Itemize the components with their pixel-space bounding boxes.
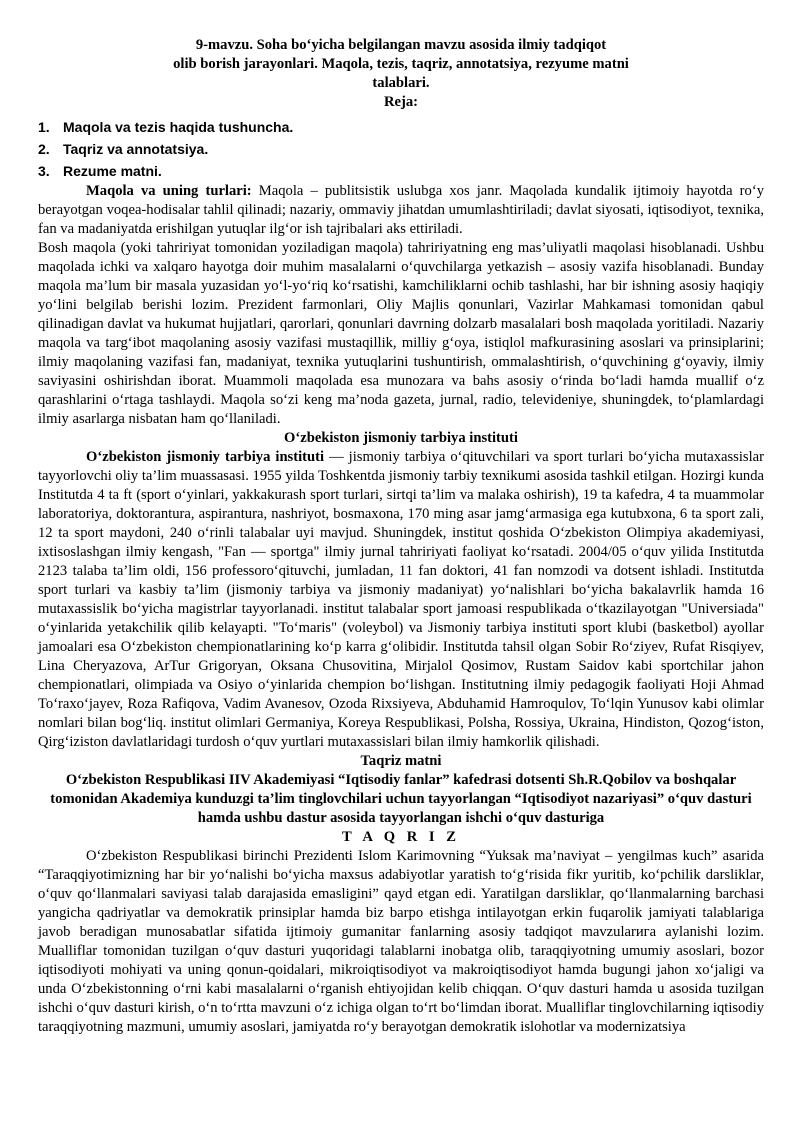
taqriz-paragraph: O‘zbekiston Respublikasi birinchi Prezidenti Islom Karimovning “Yuksak ma’naviyat – yengilmas kuch” asarida “Taraqqiyotimizning har bir yo‘nalishi bo‘yicha maxsus adabiyotlar yaratish to‘g‘risida fikr yuritib, ko‘pchilik darsliklar, o‘quv qo‘llanmalari saviyasi talab darajasida emasligini” qayd etgan edi. Yaratilgan darsliklar, qo‘llanmalarning barchasi yangicha qadriyatlar va demokratik prinsiplar hamda biz barpo etishga intilayotgan erkin fuqarolik jamiyati talablariga javob beradigan munosabatlar sifatida ijtimoiy gumanitar fanlarning asosiy tadqiqot mavzularига aylanishi lozim. Mualliflar tomonidan tuzilgan o‘quv dasturi yuqoridagi talablarni inobatga olib, taraqqiyotning umumiy asoslari, bozor iqtisodiyoti mohiyati va uning qonun-qoidalari, mikroiqtisodiyot va makroiqtisodiyot hamda bugungi jahon xo‘jaligi va unda O‘zbekistonning o‘rni kabi masalalarni o‘rganish ehtiyojidan kelib chiqqan. O‘quv dasturi hamda u asosida tuzilgan ishchi o‘quv dasturi kirish, o‘n to‘rtta mavzuni o‘z ichiga olgan to‘rt bo‘limdan iborat. Mualliflar tinglovchilarning iqtisodiy taraqqiyotning mazmuni, umumiy asoslari, jamiyatda ro‘y berayotgan demokratik islohotlar va modernizatsiya	[38, 848, 764, 1035]
plan-item-text: Maqola va tezis haqida tushuncha.	[63, 119, 294, 135]
plan-item	[38, 160, 764, 182]
plan-list	[38, 116, 764, 182]
maqola-paragraph-1	[38, 182, 764, 239]
title-line-1: 9-mavzu. Soha bo‘yicha belgilangan mavzu asosida ilmiy tadqiqot	[195, 37, 607, 53]
plan-item-text: Taqriz va annotatsiya.	[63, 141, 209, 157]
plan-item-text: Rezume matni.	[63, 163, 162, 179]
maqola-paragraph-2: Bosh maqola (yoki tahririyat tomonidan yoziladigan maqola) tahririyatning eng mas’uliyatli maqolasi hisoblanadi. Ushbu maqolada ichki va xalqaro hayotga doir muhim masalalarni o‘quvchilarga yetkazish – asosiy vazifa hisoblanadi. Bunday maqola ma’lum bir masala yuzasidan yo‘l-yo‘riq ko‘rsatishi, kamchiliklarni ochib tashlashi, har bir ishning asosiy haqiqiy yo‘lini belgilab berishi lozim. Prezident farmonlari, Oliy Majlis qonunlari, Vazirlar Mahkamasi tomonidan qabul qilinadigan davlat va hukumat hujjatlari, qarorlari, qonunlari davrning dolzarb masalalari bosh maqolada yoritiladi. Nazariy maqola va targ‘ibot maqolaning asosiy vazifasi mustaqillik, milliy g‘oya, istiqlol mafkurasining asoslari va prinsiplarini; ilmiy maqolaning vazifasi fan, madaniyat, texnika yutuqlarini tushuntirish, ommalashtirish, o‘quvchining g‘oyaviy, ilmiy saviyasini oshirishdan iborat. Muammoli maqolada esa munozara va bahs asosiy o‘rinda bo‘ladi hamda muallif o‘z qarashlarini o‘rtaga tashlaydi. Maqola so‘zi keng ma’noda gazeta, jurnal, radio, televideniye, shuningdek, to‘plamlardagi ilmiy asarlarga nisbatan ham qo‘llaniladi.	[38, 240, 764, 427]
plan-item-number: 1.	[38, 119, 50, 135]
plan-label: Reja:	[383, 94, 419, 110]
title-line-2: olib borish jarayonlari. Maqola, tezis, taqriz, annotatsiya, rezyume matni	[173, 56, 629, 72]
maqola-heading: Maqola va uning turlari:	[86, 183, 252, 199]
plan-item	[38, 116, 764, 138]
plan-item-number: 2.	[38, 141, 50, 157]
taqriz-title: T A Q R I Z	[342, 829, 460, 845]
plan-item-number: 3.	[38, 163, 50, 179]
title-line-3: talablari.	[372, 75, 430, 91]
institute-text: — jismoniy tarbiya o‘qituvchilari va sport turlari bo‘yicha mutaxassislar tayyorlovchi oliy ta’lim muassasasi. 1955 yilda Toshkentda jismoniy tarbiy texnikumi asosida tashkil etilgan. Hozirgi kunda Institutda 4 ta ft (sport o‘yinlari, yakkakurash sport turlari, sirtqi ta’lim va malaka oshirish), 19 ta kafedra, 4 ta muammolar laboratoriya, doktorantura, aspirantura, nashriyot, bosmaxona, 170 ming asar jamg‘armasiga ega kutubxona, 6 ta sport zali, 12 ta sport maydoni, 240 o‘rinli talabalar uyi mavjud. Shuningdek, institut qoshida O‘zbekiston Olimpiya akademiyasi, ixtisoslashgan ilmiy kengash, "Fan — sportga" ilmiy jurnal tahririyati faoliyat ko‘rsatadi. 2004/05 o‘quv yilida Institutda 2123 talaba ta’lim oldi, 156 professoro‘qituvchi, jumladan, 11 fan doktori, 41 fan nomzodi va dotsent ishladi. Institutda sport turlari va kasbiy ta’lim (jismoniy tarbiya va jismoniy madaniyat) yo‘nalishlari bo‘yicha bakalavrlik hamda 16 mutaxassislik bo‘yicha magistrlar tayyorlanadi. institut talabalar sport jamoasi respublikada o‘tkazilayotgan "Universiada" o‘yinlarida yetakchilik qilib kelayapti. "To‘maris" (voleybol) va Jismoniy tarbiya instituti sport klubi (basketbol) ayollar jamoalari esa O‘zbekiston chempionatlarining ko‘p karra g‘olibidir. Institutda tahsil olgan Sobir Ro‘ziyev, Rufat Risqiyev, Lina Cheryazova, ArTur Grigoryan, Oksana Chusovitina, Mirjalol Qosimov, Rustam Saidov kabi sportchilar jahon chempionatlari, olimpiada va Osiyo o‘yinlarida chempion bo‘lishgan. Institutning ilmiy pedagogik faoliyati Hoji Ahmad To‘raxo‘jayev, Roza Rafiqova, Vadim Avanesov, Ozoda Rixsiyeva, Abduhamid Hamroqulov, To‘lqin Yunusov kabi olimlar nomlari bilan bog‘liq. institut olimlari Germaniya, Koreya Respublikasi, Polsha, Rossiya, Ukraina, Hindiston, Qozog‘iston, Qirg‘iziston davlatlaridagi turdosh o‘quv yurtlari mutaxassislari bilan ilmiy hamkorlik qilishadi.	[38, 449, 764, 750]
institute-name: O‘zbekiston jismoniy tarbiya instituti	[86, 449, 325, 465]
plan-item	[38, 138, 764, 160]
institute-heading: O‘zbekiston jismoniy tarbiya instituti	[284, 430, 518, 446]
institute-paragraph	[38, 448, 764, 752]
maqola-text-1: Maqola – publitsistik uslubga xos janr. Maqolada kundalik ijtimoiy hayotda ro‘y berayotgan voqea-hodisalar tahlil qilinadi; nazariy, ommaviy jihatdan umumlashtiriladi; davlat siyosati, iqtisodiyot, texnika, fan va madaniyatda erishilgan yutuqlar ilg‘or ish tajribalari aks ettiriladi.	[38, 183, 764, 237]
taqriz-subtitle: O‘zbekiston Respublikasi IIV Akademiyasi “Iqtisodiy fanlar” kafedrasi dotsenti Sh.R.Qobilov va boshqalar tomonidan Akademiya kunduzgi ta’lim tinglovchilari uchun tayyorlangan “Iqtisodiyot nazariyasi” o‘quv dasturi hamda ushbu dastur asosida tayyorlangan ishchi o‘quv dasturiga	[50, 772, 752, 826]
taqriz-heading: Taqriz matni	[360, 753, 442, 769]
